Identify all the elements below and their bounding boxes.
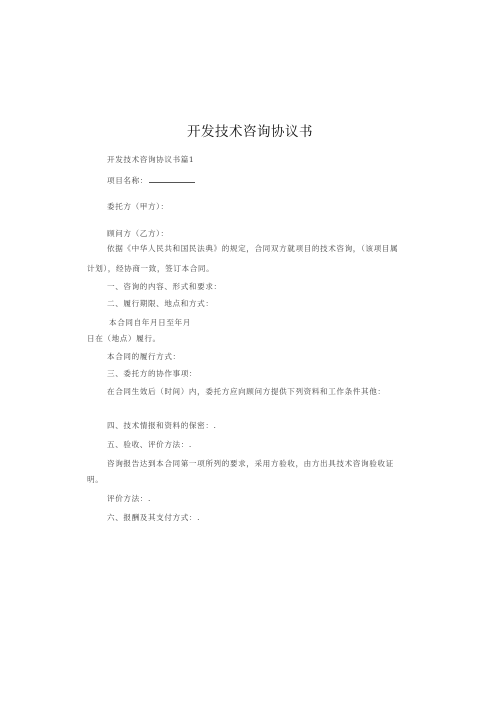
paragraph-line: 本合同的履行方式： xyxy=(107,352,181,361)
consultant-party-line: 顾问方（乙方）： xyxy=(107,229,169,238)
document-title: 开发技术咨询协议书 xyxy=(187,124,313,140)
section-heading-1: 一、咨询的内容、形式和要求： xyxy=(107,282,222,291)
project-name-line xyxy=(107,175,195,186)
document-subheading: 开发技术咨询协议书篇1 xyxy=(107,155,195,164)
project-name-label: 项目名称： xyxy=(107,176,148,185)
client-party-line: 委托方（甲方）： xyxy=(107,202,169,211)
section-heading-5: 五、验收、评价方法：. xyxy=(107,440,192,449)
section-heading-6: 六、报酬及其支付方式：. xyxy=(107,513,201,522)
project-name-blank xyxy=(149,175,195,183)
section-heading-4: 四、技术情报和资料的保密：. xyxy=(107,421,217,430)
paragraph-line: 咨询报告达到本合同第一项所列的要求，采用方验收，由方出具技术咨询验收证 xyxy=(107,459,394,468)
paragraph-line: 明。 xyxy=(87,475,104,484)
paragraph-line: 日在（地点）履行。 xyxy=(87,334,161,343)
paragraph-line: 评价方法：. xyxy=(107,494,151,503)
paragraph-line: 本合同自年月日至年月 xyxy=(109,318,191,327)
paragraph-line: 在合同生效后（时间）内，委托方应向顾问方提供下列资料和工作条件其他： xyxy=(107,387,386,396)
section-heading-3: 三、委托方的协作事项： xyxy=(107,369,198,378)
paragraph-line: 计划），经协商一致，签订本合同。 xyxy=(87,264,215,273)
paragraph-line: 依据《中华人民共和国民法典》的规定，合同双方就项目的技术咨询，（该项目属 xyxy=(107,244,399,253)
section-heading-2: 二、履行期限、地点和方式： xyxy=(107,299,214,308)
